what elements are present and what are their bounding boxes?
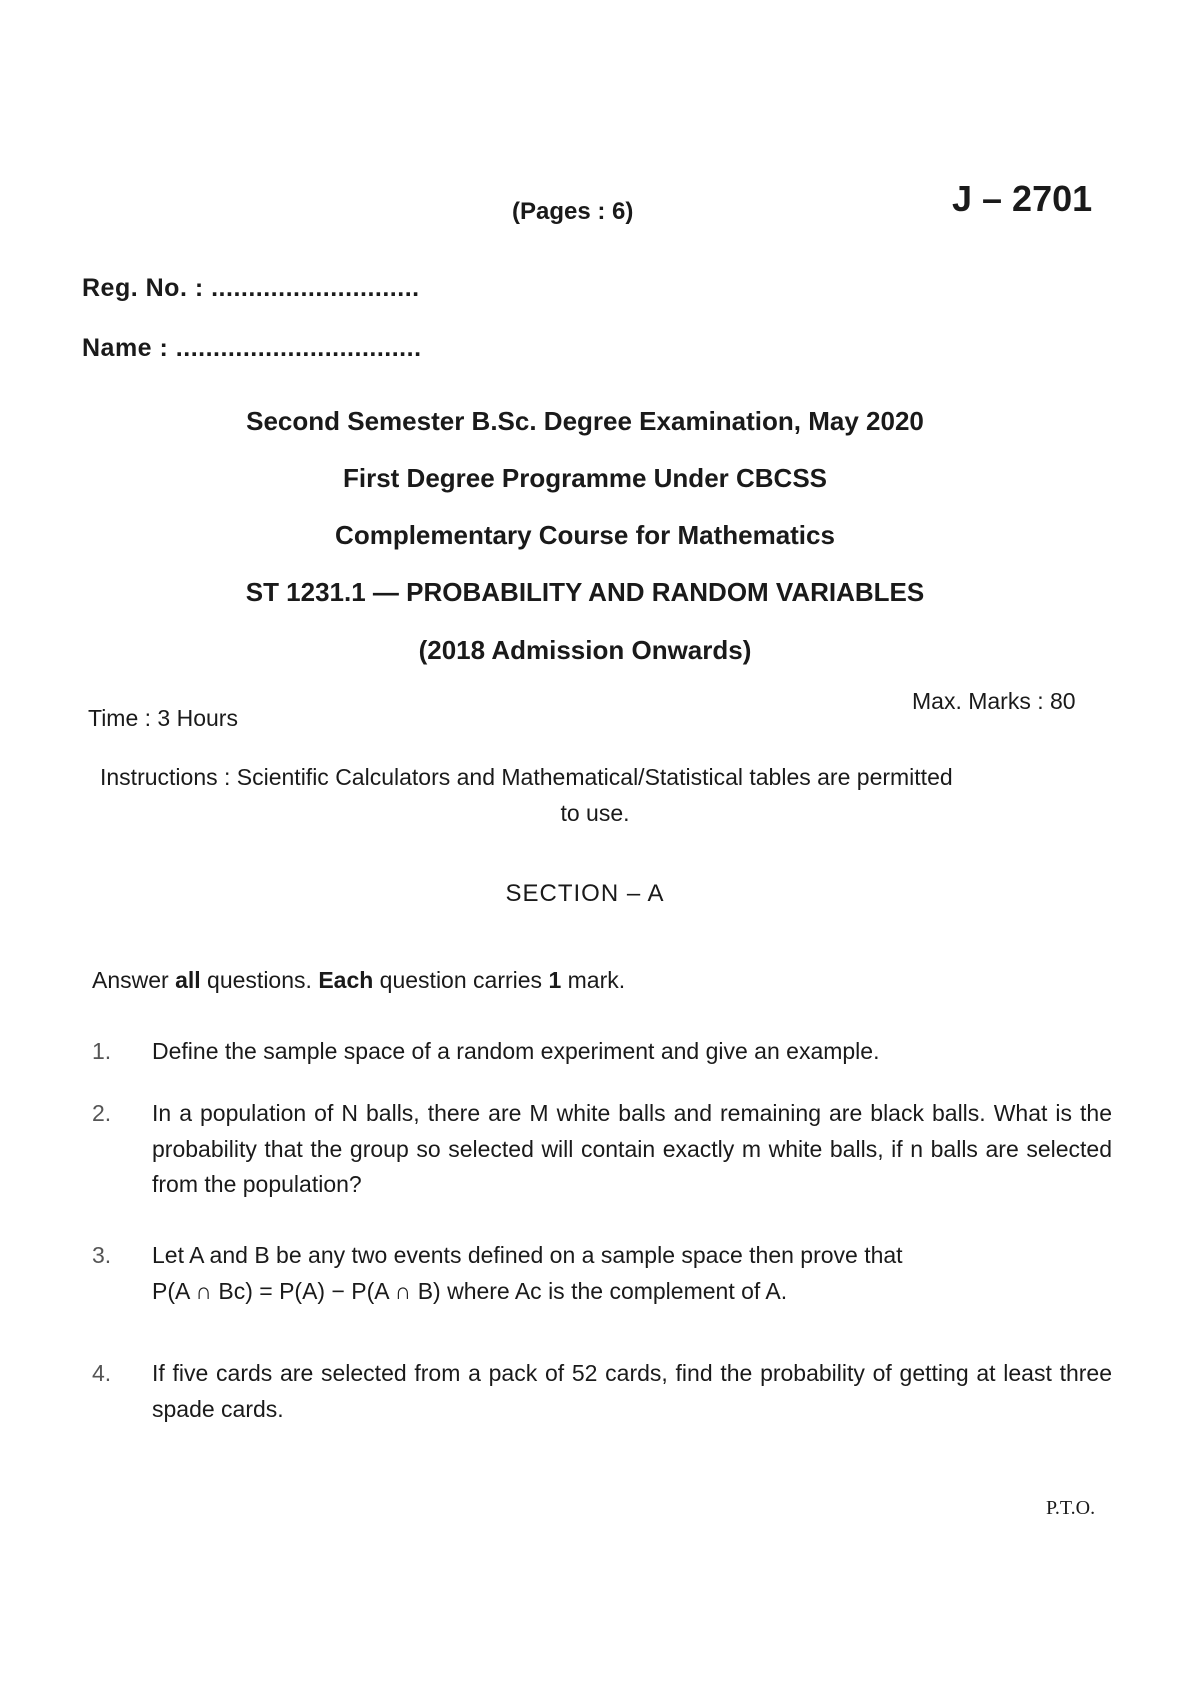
question-number: 4.: [92, 1360, 112, 1386]
question-number: 3.: [92, 1242, 112, 1268]
directive-text: question carries: [373, 967, 549, 993]
reg-no-field: Reg. No. : ............................: [82, 274, 420, 302]
paper-title: ST 1231.1 — PROBABILITY AND RANDOM VARIABLES: [245, 577, 925, 607]
instructions: [100, 760, 1090, 831]
question-text: [152, 1238, 1112, 1309]
instructions-line-2: to use.: [560, 799, 630, 826]
directive-text: mark.: [561, 967, 626, 993]
question-4: [92, 1356, 1112, 1427]
exam-code: J – 2701: [952, 178, 1093, 219]
directive-emphasis: 1: [548, 967, 562, 993]
question-text: Define the sample space of a random experiment and give an example.: [152, 1038, 880, 1064]
pto-note: P.T.O.: [1046, 1497, 1096, 1519]
question-number: 1.: [92, 1038, 112, 1064]
name-field: Name : .................................: [82, 334, 422, 362]
time-allowed: Time : 3 Hours: [88, 705, 238, 731]
course-title: Complementary Course for Mathematics: [335, 520, 835, 550]
question-formula: P(A ∩ Bc) = P(A) − P(A ∩ B) where Ac is the complement of A.: [152, 1277, 788, 1304]
directive-emphasis: Each: [318, 967, 374, 993]
question-2: [92, 1096, 1112, 1203]
question-3: [92, 1238, 1112, 1309]
question-text: If five cards are selected from a pack of 52 cards, find the probability of getting at least three spade cards.: [152, 1360, 1112, 1422]
pages-count: (Pages : 6): [512, 198, 634, 225]
directive-text: Answer: [92, 967, 176, 993]
question-text: In a population of N balls, there are M white balls and remaining are black balls. What is the probability that the group so selected will contain exactly m white balls, if n balls are selected from the population?: [152, 1100, 1112, 1198]
programme-title: First Degree Programme Under CBCSS: [342, 463, 828, 493]
question-1: [92, 1034, 1112, 1070]
directive-emphasis: all: [175, 967, 201, 993]
question-text-prefix: Let A and B be any two events defined on a sample space then prove that: [152, 1242, 903, 1268]
instructions-line-1: Instructions : Scientific Calculators and Mathematical/Statistical tables are permitted: [100, 764, 953, 790]
admission-note: (2018 Admission Onwards): [418, 635, 752, 665]
section-directive: [92, 967, 625, 994]
section-title: SECTION – A: [505, 880, 665, 907]
max-marks: Max. Marks : 80: [912, 688, 1076, 714]
exam-title: Second Semester B.Sc. Degree Examination, May 2020: [246, 406, 924, 436]
question-number: 2.: [92, 1100, 112, 1126]
directive-text: questions.: [200, 967, 319, 993]
